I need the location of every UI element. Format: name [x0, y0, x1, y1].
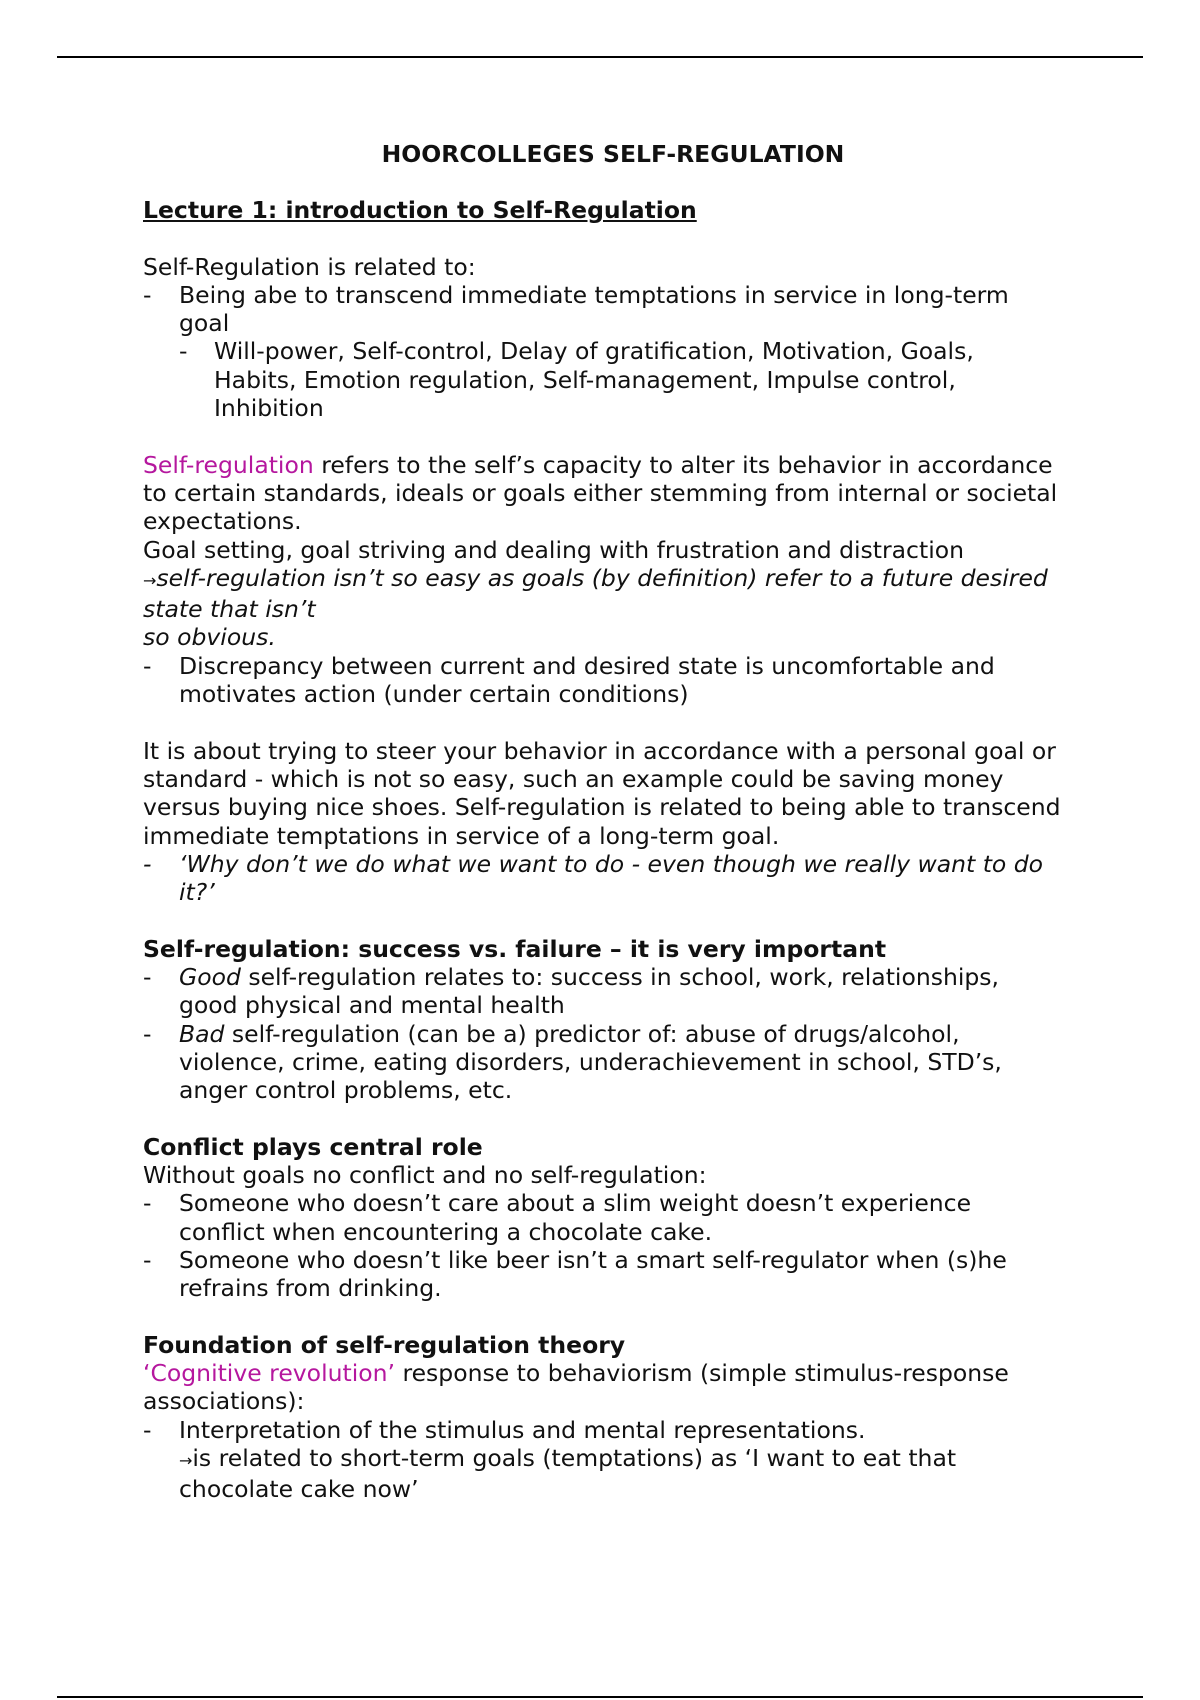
section-heading-conflict: Conflict plays central role [143, 1132, 483, 1161]
definition-note [143, 564, 1063, 624]
definition-text: refers to the self’s capacity to alter its behavior in accordance to certain standards, ideals or goals either stemming from internal or societal expectations. [143, 450, 1058, 536]
arrow-icon: → [143, 570, 157, 590]
list-item: - Will-power, Self-control, Delay of gratification, Motivation, Goals, Habits, Emotion regulation, Self-management, Impulse control, Inhibition [179, 337, 1063, 422]
definition-list [143, 652, 1063, 709]
list-item [143, 1020, 1063, 1105]
good-text: self-regulation relates to: success in school, work, relationships, good physical and mental health [179, 963, 1000, 1020]
intro-sublist [179, 337, 1063, 422]
definition-note-text: self-regulation isn’t so easy as goals (by definition) refer to a future desired state that isn’t [143, 563, 1048, 624]
foundation-paragraph [143, 1359, 1063, 1416]
bad-label: Bad [179, 1019, 225, 1048]
document-body [143, 140, 1063, 1504]
foundation-bullet-cont [179, 1444, 1063, 1504]
bottom-rule [57, 1696, 1143, 1698]
section-heading-foundation: Foundation of self-regulation theory [143, 1330, 626, 1359]
list-item [143, 281, 1063, 422]
foundation-text: response to behaviorism (simple stimulus-response associations): [143, 1359, 1009, 1416]
intro-lead: Self-Regulation is related to: [143, 252, 476, 281]
foundation-bullet-text: - Interpretation of the stimulus and mental representations. [179, 1415, 866, 1444]
list-item: - Someone who doesn’t care about a slim weight doesn’t experience conflict when encountering a chocolate cake. [143, 1189, 1063, 1246]
definition-term: Self-regulation [143, 450, 314, 479]
foundation-bullet-cont-text: is related to short-term goals (temptations) as ‘I want to eat that chocolate cake now’ [179, 1444, 957, 1504]
top-rule [57, 56, 1143, 58]
list-item [143, 963, 1063, 1020]
intro-bullet-text: Being abe to transcend immediate temptations in service in long-term goal [179, 280, 1009, 338]
good-label: Good [179, 963, 241, 992]
conflict-list [143, 1189, 1063, 1302]
bad-text: self-regulation (can be a) predictor of: abuse of drugs/alcohol, violence, crime, eating disorders, underachievement in school, STD’s, anger control problems, etc. [179, 1019, 1002, 1105]
about-paragraph: It is about trying to steer your behavior in accordance with a personal goal or standard - which is not so easy, such an example could be saving money versus buying nice shoes. Self-regulation is related to being able to transcend immediate temptations in service of a long-term goal. [143, 736, 1061, 850]
document-title: HOORCOLLEGES SELF-REGULATION [381, 140, 845, 168]
goal-setting-line: Goal setting, goal striving and dealing with frustration and distraction [143, 535, 964, 564]
arrow-icon: → [179, 1451, 193, 1471]
list-item: - Discrepancy between current and desired state is uncomfortable and motivates action (under certain conditions) [143, 652, 1063, 709]
list-item [143, 1416, 1063, 1504]
list-item: - Someone who doesn’t like beer isn’t a smart self-regulator when (s)he refrains from drinking. [143, 1246, 1063, 1303]
section-heading-success: Self-regulation: success vs. failure – it is very important [143, 934, 887, 963]
success-list [143, 963, 1063, 1104]
definition-note-cont: so obvious. [143, 623, 276, 652]
lecture-title: Lecture 1: introduction to Self-Regulation [143, 196, 697, 225]
about-list [143, 850, 1063, 907]
foundation-list [143, 1416, 1063, 1504]
intro-list [143, 281, 1063, 422]
list-item: - ‘Why don’t we do what we want to do - even though we really want to do it?’ [143, 850, 1063, 907]
foundation-term: ‘Cognitive revolution’ [143, 1359, 395, 1388]
conflict-lead: Without goals no conflict and no self-regulation: [143, 1161, 707, 1190]
definition-paragraph [143, 451, 1063, 536]
